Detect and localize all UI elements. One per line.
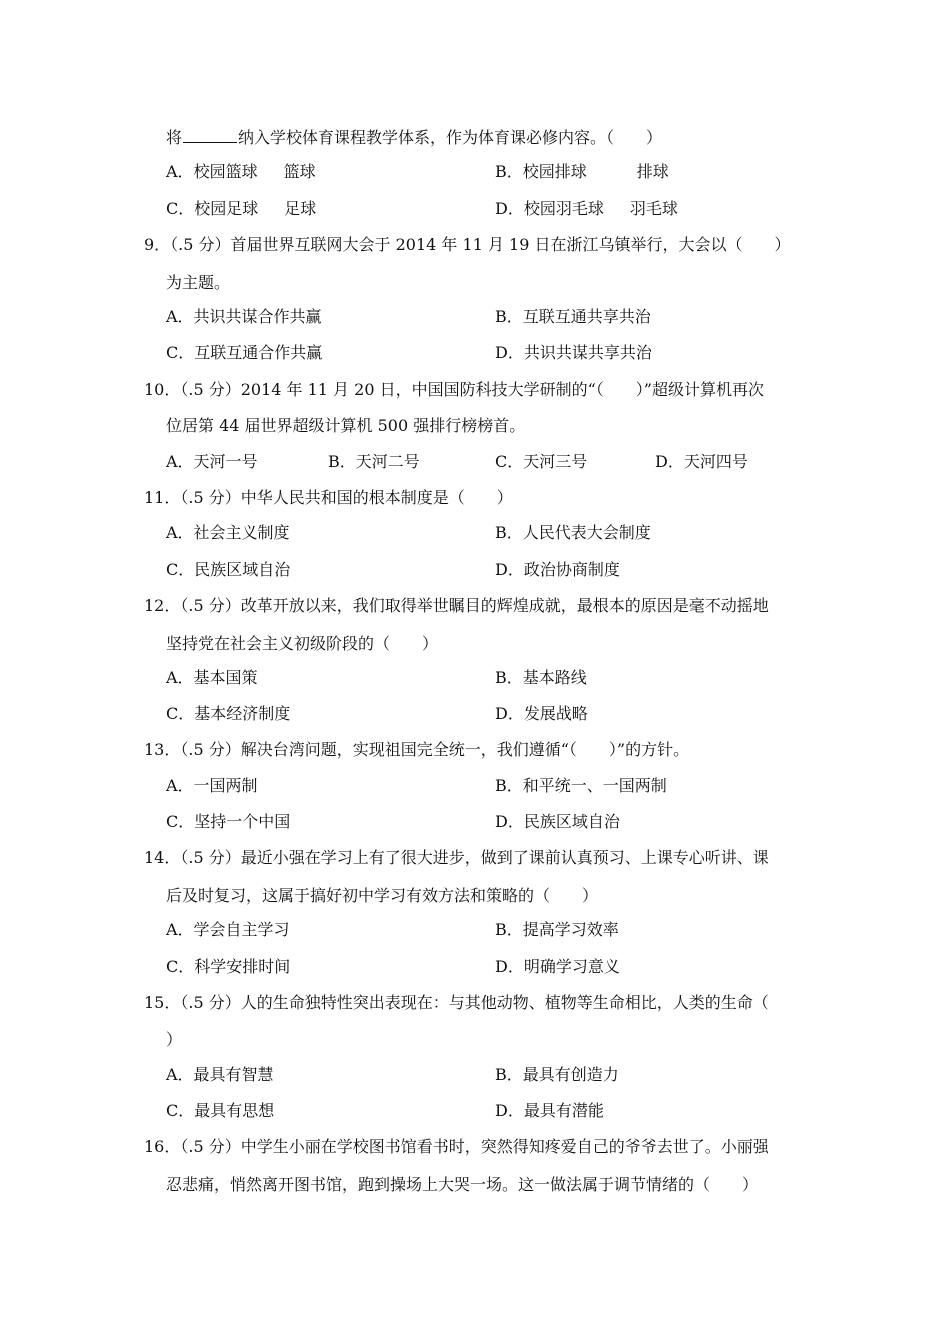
q8-option-d: D．校园羽毛球 羽毛球: [495, 199, 678, 218]
q8-option-a: A．校园篮球 篮球: [166, 162, 316, 181]
q9-stem-line1: 9．（.5 分）首届世界互联网大会于 2014 年 11 月 19 日在浙江乌镇举行，大会以（ ）: [144, 235, 791, 254]
q11-option-c: C．民族区域自治: [166, 560, 291, 579]
q10-option-b: B．天河二号: [328, 452, 420, 471]
q10-option-a: A．天河一号: [166, 452, 258, 471]
q9-option-b: B．互联互通共享共治: [495, 307, 651, 326]
q14-option-b: B．提高学习效率: [495, 920, 619, 939]
q12-option-a: A．基本国策: [166, 668, 258, 687]
answer-blank: [183, 128, 237, 143]
q10-stem-line2: 位居第 44 届世界超级计算机 500 强排行榜榜首。: [166, 416, 526, 435]
q13-option-c: C．坚持一个中国: [166, 812, 291, 831]
q11-option-a: A．社会主义制度: [166, 523, 290, 542]
q9-option-a: A．共识共谋合作共赢: [166, 307, 322, 326]
q8-stem-prefix: 将: [166, 128, 183, 147]
q10-option-d: D．天河四号: [655, 452, 748, 471]
q15-option-b: B．最具有创造力: [495, 1065, 619, 1084]
q16-stem-line1: 16．（.5 分）中学生小丽在学校图书馆看书时，突然得知疼爱自己的爷爷去世了。小丽强: [144, 1137, 769, 1156]
q13-option-d: D．民族区域自治: [495, 812, 620, 831]
q14-option-c: C．科学安排时间: [166, 957, 291, 976]
q15-option-d: D．最具有潜能: [495, 1101, 604, 1120]
q8-stem-continuation: [166, 128, 662, 148]
q11-option-d: D．政治协商制度: [495, 560, 620, 579]
q15-stem-line1: 15．（.5 分）人的生命独特性突出表现在：与其他动物、植物等生命相比，人类的生命（: [144, 993, 769, 1012]
q14-option-a: A．学会自主学习: [166, 920, 290, 939]
q8-stem-suffix: 纳入学校体育课程教学体系，作为体育课必修内容。（ ）: [238, 128, 663, 147]
q15-option-a: A．最具有智慧: [166, 1065, 274, 1084]
q12-stem-line2: 坚持党在社会主义初级阶段的（ ）: [166, 634, 439, 653]
q9-option-c: C．互联互通合作共赢: [166, 343, 323, 362]
q8-option-c: C．校园足球 足球: [166, 199, 317, 218]
q12-option-c: C．基本经济制度: [166, 704, 291, 723]
q13-stem-line1: 13．（.5 分）解决台湾问题，实现祖国完全统一，我们遵循“（ ）”的方针。: [144, 740, 690, 759]
q8-option-b: B．校园排球 排球: [495, 162, 669, 181]
q12-option-d: D．发展战略: [495, 704, 588, 723]
q13-option-a: A．一国两制: [166, 776, 258, 795]
q12-option-b: B．基本路线: [495, 668, 587, 687]
q10-stem-line1: 10．（.5 分）2014 年 11 月 20 日，中国国防科技大学研制的“（ ）”超级计算机再次: [144, 380, 764, 399]
q14-stem-line2: 后及时复习，这属于搞好初中学习有效方法和策略的（ ）: [166, 886, 599, 905]
q10-option-c: C．天河三号: [495, 452, 588, 471]
q15-stem-line2: ）: [166, 1030, 183, 1049]
q15-option-c: C．最具有思想: [166, 1101, 275, 1120]
q11-stem-line1: 11．（.5 分）中华人民共和国的根本制度是（ ）: [144, 488, 513, 507]
q9-option-d: D．共识共谋共享共治: [495, 343, 652, 362]
q12-stem-line1: 12．（.5 分）改革开放以来，我们取得举世瞩目的辉煌成就，最根本的原因是毫不动摇地: [144, 596, 769, 615]
q9-stem-line2: 为主题。: [166, 273, 231, 292]
q14-stem-line1: 14．（.5 分）最近小强在学习上有了很大进步，做到了课前认真预习、上课专心听讲、课: [144, 848, 769, 867]
q14-option-d: D．明确学习意义: [495, 957, 620, 976]
q16-stem-line2: 忍悲痛，悄然离开图书馆，跑到操场上大哭一场。这一做法属于调节情绪的（ ）: [166, 1175, 759, 1194]
q11-option-b: B．人民代表大会制度: [495, 523, 651, 542]
q13-option-b: B．和平统一、一国两制: [495, 776, 667, 795]
